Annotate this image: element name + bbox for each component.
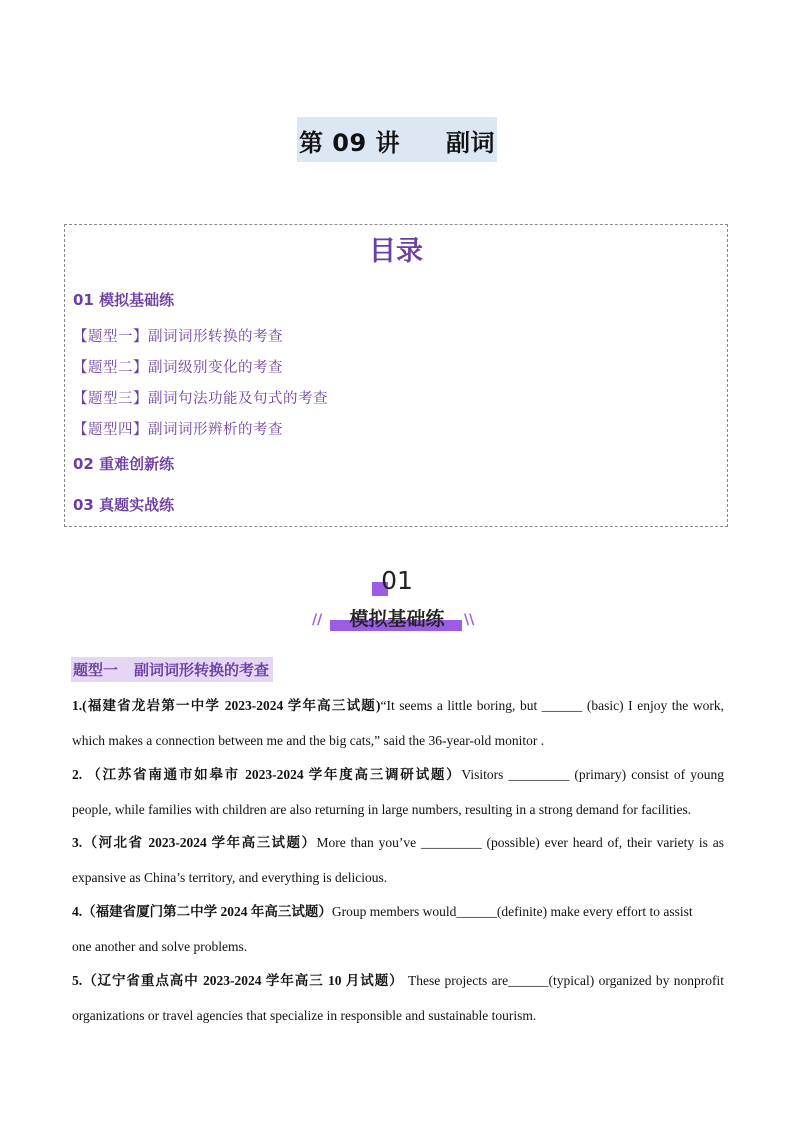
- question-2: [72, 757, 724, 827]
- toc-subitem-4[interactable]: 【题型四】副词词形辨析的考查: [73, 422, 283, 438]
- question-1-line1: [72, 688, 724, 723]
- right-slash-deco: \\: [464, 612, 475, 628]
- question-5-line2: organizations or travel agencies that specialize in responsible and sustainable tourism.: [72, 1008, 537, 1023]
- toc-heading: 目录: [369, 236, 423, 267]
- question-2-line1: [72, 757, 724, 792]
- question-4-line2: one another and solve problems.: [72, 939, 248, 954]
- toc-section-2[interactable]: 02 重难创新练: [73, 455, 175, 473]
- question-5: [72, 963, 724, 1033]
- question-1-line2: which makes a connection between me and the big cats,” said the 36-year-old monitor .: [72, 733, 545, 748]
- section-number: 01: [381, 566, 413, 595]
- question-2-text1: Visitors _________ (primary) consist of young: [461, 767, 724, 782]
- question-3-text1: More than you’ve _________ (possible) ever heard of, their variety is as: [316, 835, 725, 850]
- question-1-source: 1.(福建省龙岩第一中学 2023-2024 学年高三试题): [72, 698, 381, 713]
- question-2-line2: people, while families with children are also returning in large numbers, resulting in a strong demand for facilities.: [72, 802, 692, 817]
- toc-subitem-3[interactable]: 【题型三】副词句法功能及句式的考查: [73, 391, 328, 407]
- left-slash-deco: //: [312, 612, 323, 628]
- question-3-line1: [72, 825, 724, 860]
- title-lecture: 第 09 讲: [298, 129, 401, 157]
- question-3-line2: expansive as China’s territory, and everything is delicious.: [72, 870, 388, 885]
- section-label: 模拟基础练: [349, 608, 445, 630]
- page-title: [297, 117, 497, 162]
- question-1: [72, 688, 724, 758]
- question-4: [72, 894, 724, 964]
- question-4-line1: [72, 894, 724, 929]
- question-4-text1: Group members would______(definite) make every effort to assist: [331, 904, 693, 919]
- table-of-contents: [64, 224, 728, 527]
- type-heading-label: 题型一: [73, 661, 119, 679]
- question-5-source: 5.（辽宁省重点高中 2023-2024 学年高三 10 月试题）: [72, 973, 404, 988]
- question-2-source: 2. （江苏省南通市如皋市 2023-2024 学年度高三调研试题）: [72, 767, 462, 782]
- toc-subitem-2[interactable]: 【题型二】副词级别变化的考查: [73, 360, 283, 376]
- toc-section-3[interactable]: 03 真题实战练: [73, 496, 175, 514]
- toc-section-1[interactable]: 01 模拟基础练: [73, 291, 175, 309]
- toc-subitem-1[interactable]: 【题型一】副词词形转换的考查: [73, 329, 283, 345]
- question-4-source: 4.（福建省厦门第二中学 2024 年高三试题）: [72, 904, 332, 919]
- question-5-text1: These projects are______(typical) organized by nonprofit: [403, 973, 724, 988]
- type-heading: [71, 657, 273, 682]
- question-1-text1: “It seems a little boring, but ______ (basic) I enjoy the work,: [380, 698, 724, 713]
- question-3: [72, 825, 724, 895]
- question-3-source: 3.（河北省 2023-2024 学年高三试题）: [72, 835, 317, 850]
- title-topic: 副词: [446, 129, 496, 157]
- title-wrap: [0, 117, 794, 162]
- question-5-line1: [72, 963, 724, 998]
- type-heading-topic: 副词词形转换的考查: [134, 661, 270, 679]
